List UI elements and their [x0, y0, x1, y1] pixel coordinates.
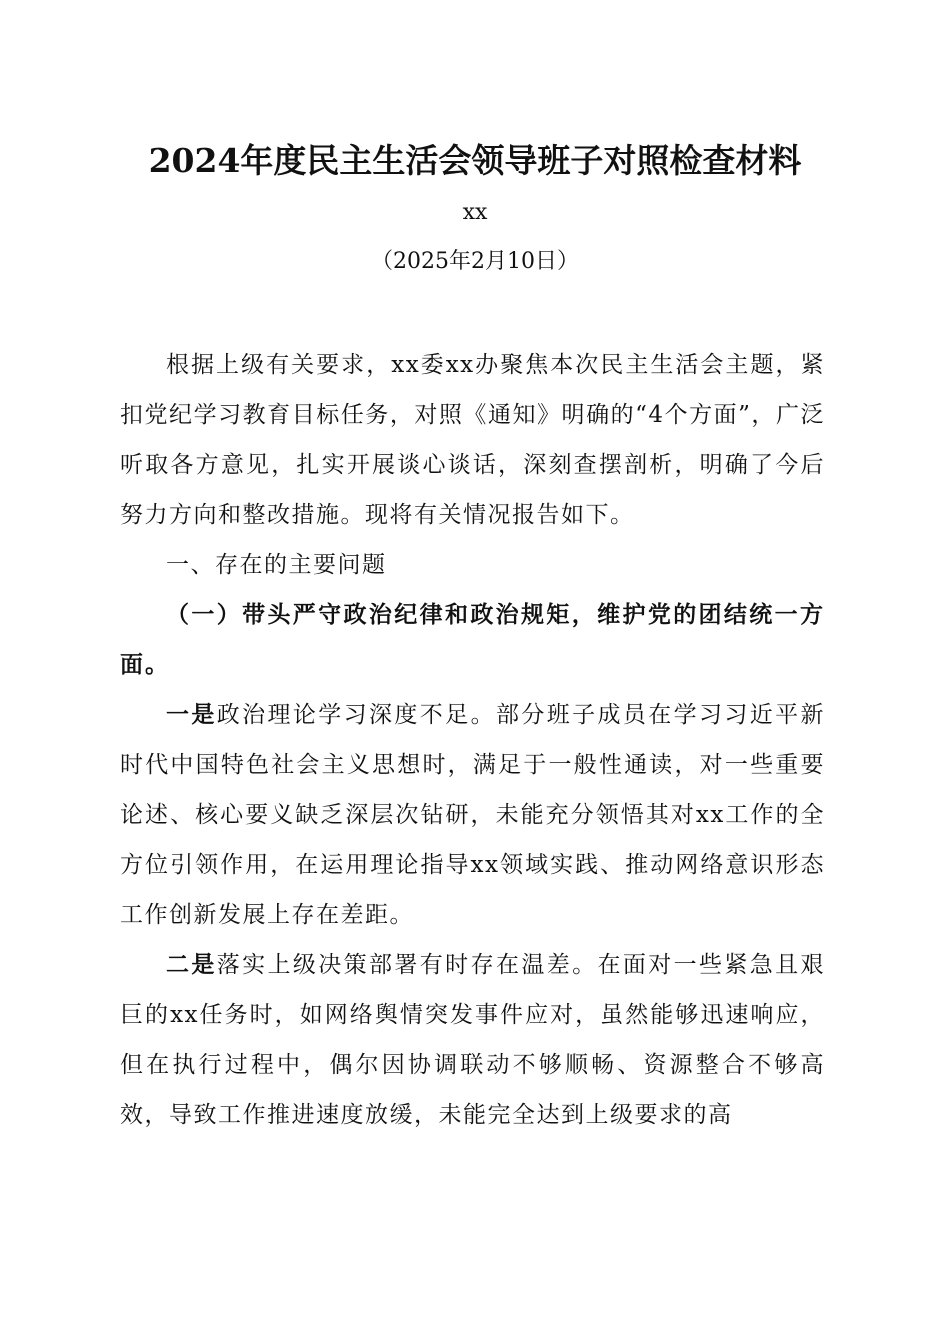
point-1-paragraph [120, 690, 825, 940]
point-2-lead: 二是 [166, 951, 217, 978]
document-author: xx [462, 200, 488, 225]
section-heading: 一、存在的主要问题 [166, 552, 387, 578]
document-body [120, 340, 825, 1140]
point-1-text: 政治理论学习深度不足。部分班子成员在学习习近平新时代中国特色社会主义思想时，满足于一般性通读，对一些重要论述、核心要义缺乏深层次钻研，未能充分领悟其对xx工作的全方位引领作用，在运用理论指导xx领域实践、推动网络意识形态工作创新发展上存在差距。 [120, 702, 826, 928]
intro-paragraph: 根据上级有关要求，xx委xx办聚焦本次民主生活会主题，紧扣党纪学习教育目标任务，对照《通知》明确的“4个方面”，广泛听取各方意见，扎实开展谈心谈话，深刻查摆剖析，明确了今后努力方向和整改措施。现将有关情况报告如下。 [120, 352, 825, 528]
document-date: （2025年2月10日） [371, 249, 579, 274]
point-2-text: 落实上级决策部署有时存在温差。在面对一些紧急且艰巨的xx任务时，如网络舆情突发事件应对，虽然能够迅速响应，但在执行过程中，偶尔因协调联动不够顺畅、资源整合不够高效，导致工作推进速度放缓，未能完全达到上级要求的高 [120, 952, 826, 1128]
point-1-lead: 一是 [166, 701, 217, 728]
document-title: 2024年度民主生活会领导班子对照检查材料 [148, 141, 802, 180]
point-2-paragraph [120, 940, 825, 1140]
subsection-heading: （一）带头严守政治纪律和政治规矩，维护党的团结统一方面。 [120, 601, 825, 678]
